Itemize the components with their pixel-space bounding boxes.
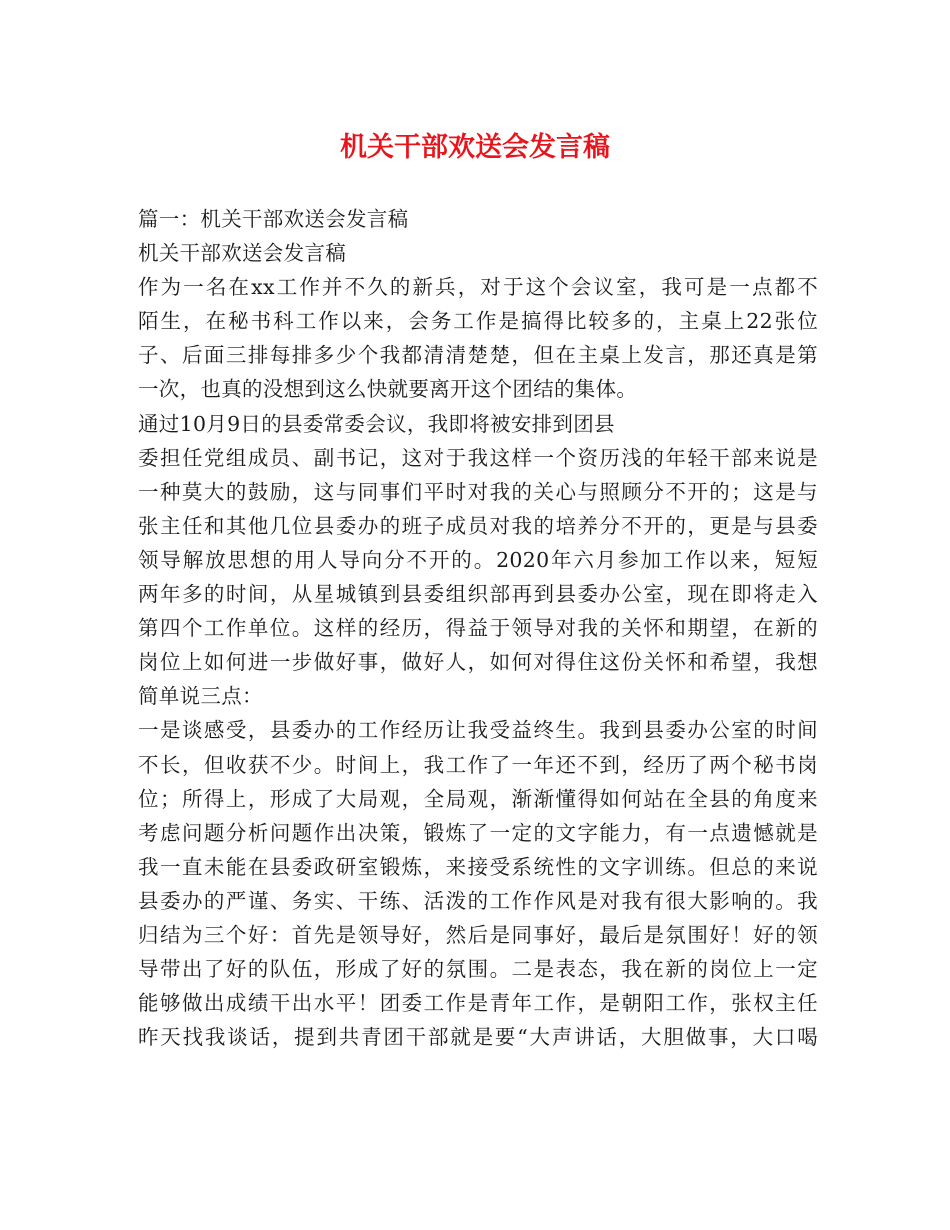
paragraph-line: 通过10月9日的县委常委会议，我即将被安排到团县	[138, 411, 615, 436]
paragraph-line: 陌生，在秘书科工作以来，会务工作是搞得比较多的，主桌上22张位	[138, 309, 818, 334]
paragraph-line: 子、后面三排每排多少个我都清清楚楚，但在主桌上发言，那还真是第	[138, 343, 818, 368]
paragraph-line: 不长，但收获不少。时间上，我工作了一年还不到，经历了两个秘书岗	[138, 752, 818, 777]
paragraph-line: 县委办的严谨、务实、干练、活泼的工作作风是对我有很大影响的。我	[138, 888, 818, 913]
paragraph-line: 我一直未能在县委政研室锻炼，来接受系统性的文字训练。但总的来说	[138, 854, 818, 879]
paragraph-line: 导带出了好的队伍，形成了好的氛围。二是表态，我在新的岗位上一定	[138, 957, 818, 982]
paragraph-line: 张主任和其他几位县委办的班子成员对我的培养分不开的，更是与县委	[138, 513, 818, 538]
paragraph-line: 岗位上如何进一步做好事，做好人，如何对得住这份关怀和希望，我想	[138, 650, 818, 675]
paragraph-line: 位；所得上，形成了大局观，全局观，渐渐懂得如何站在全县的角度来	[138, 786, 818, 811]
paragraph-line: 一种莫大的鼓励，这与同事们平时对我的关心与照顾分不开的；这是与	[138, 479, 818, 504]
paragraph-line: 第四个工作单位。这样的经历，得益于领导对我的关怀和期望，在新的	[138, 616, 818, 641]
paragraph-line: 归结为三个好：首先是领导好，然后是同事好，最后是氛围好！好的领	[138, 922, 818, 947]
paragraph-line: 一次，也真的没想到这么快就要离开这个团结的集体。	[138, 377, 638, 402]
document-title: 机关干部欢送会发言稿	[340, 132, 610, 163]
paragraph-line: 昨天找我谈话，提到共青团干部就是要“大声讲话，大胆做事，大口喝	[138, 1025, 818, 1050]
paragraph-line: 机关干部欢送会发言稿	[138, 241, 346, 266]
paragraph-line: 两年多的时间，从星城镇到县委组织部再到县委办公室，现在即将走入	[138, 582, 818, 607]
paragraph-line: 作为一名在xx工作并不久的新兵，对于这个会议室，我可是一点都不	[138, 275, 818, 300]
paragraph-line: 委担任党组成员、副书记，这对于我这样一个资历浅的年轻干部来说是	[138, 445, 818, 470]
paragraph-line: 篇一：机关干部欢送会发言稿	[138, 207, 409, 231]
paragraph-line: 领导解放思想的用人导向分不开的。2020年六月参加工作以来，短短	[138, 547, 818, 572]
paragraph-line: 考虑问题分析问题作出决策，锻炼了一定的文字能力，有一点遗憾就是	[138, 820, 818, 845]
paragraph-line: 简单说三点：	[138, 684, 263, 709]
paragraph-line: 能够做出成绩干出水平！团委工作是青年工作，是朝阳工作，张权主任	[138, 991, 818, 1016]
document-body	[138, 202, 818, 1054]
paragraph-line: 一是谈感受，县委办的工作经历让我受益终生。我到县委办公室的时间	[138, 718, 818, 743]
